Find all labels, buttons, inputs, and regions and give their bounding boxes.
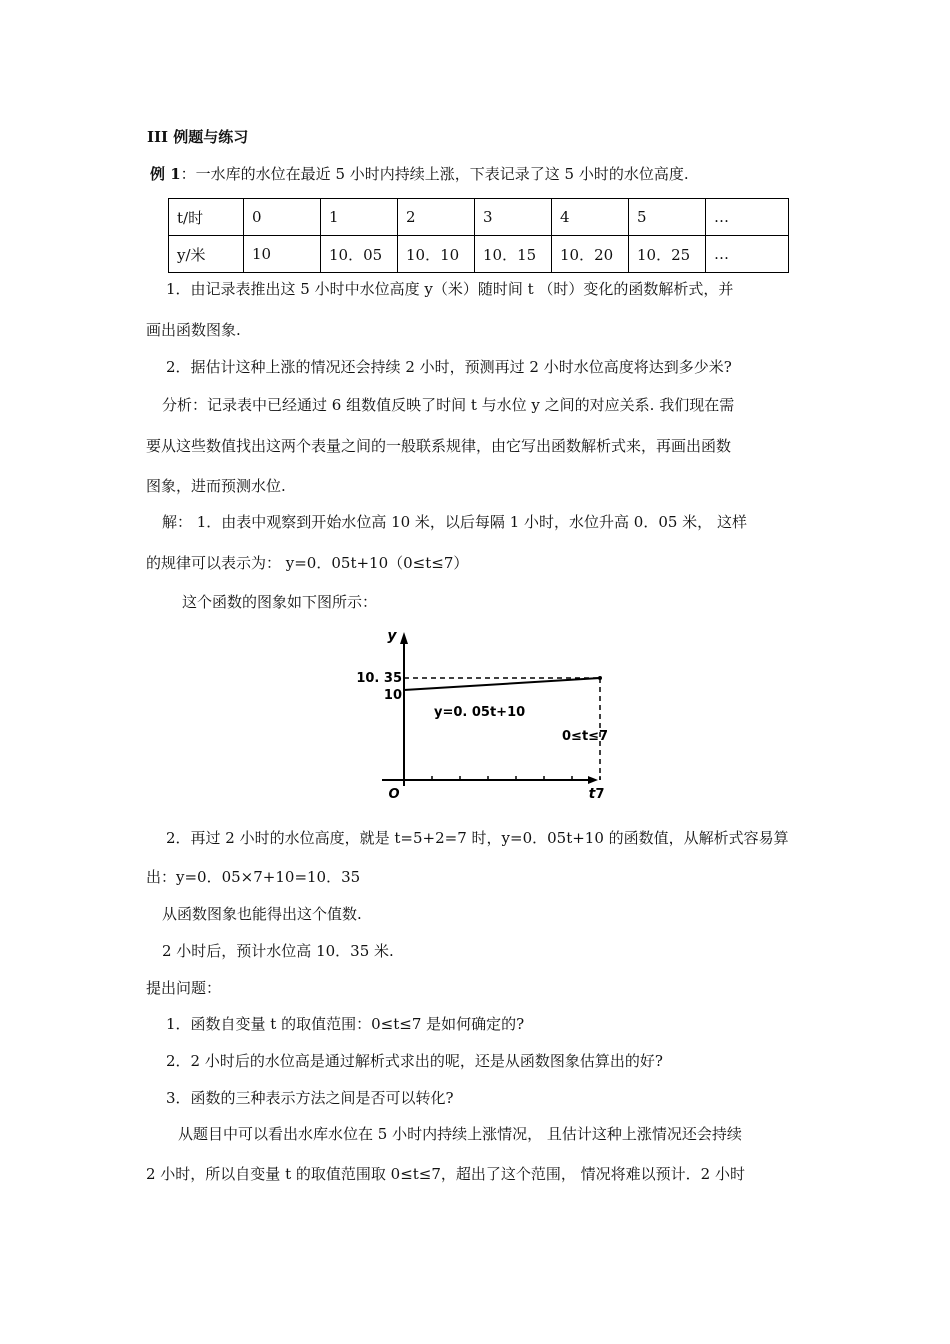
function-line — [404, 678, 600, 690]
table-cell: 10．25 — [629, 236, 706, 273]
domain-annotation: 0≤t≤7 — [562, 729, 609, 744]
closing-line-1: 从题目中可以看出水库水位在 5 小时内持续上涨情况， 且估计这种上涨情况还会持续 — [178, 1125, 742, 1143]
from-graph-text: 从函数图象也能得出这个值数. — [162, 905, 362, 923]
y-axis-label: y — [387, 628, 397, 644]
conclusion-text: 2 小时后，预计水位高 10．35 米. — [162, 942, 394, 960]
table-cell: 2 — [398, 199, 475, 236]
y-tick-label: 10 — [383, 688, 402, 703]
list-item: 2．2 小时后的水位高是通过解析式求出的呢，还是从函数图象估算出的好? — [166, 1052, 663, 1070]
origin-label: O — [388, 787, 400, 802]
x-axis-arrow — [588, 776, 598, 784]
x-tick-label: 7 — [595, 787, 605, 802]
x-axis-label: t — [588, 786, 596, 802]
table-cell: 3 — [475, 199, 552, 236]
table-cell: 4 — [552, 199, 629, 236]
question-2: 2．据估计这种上涨的情况还会持续 2 小时，预测再过 2 小时水位高度将达到多少米? — [166, 358, 732, 376]
solution-line-2: 的规律可以表示为： y=0．05t+10（0≤t≤7） — [146, 554, 469, 572]
closing-line-2: 2 小时，所以自变量 t 的取值范围取 0≤t≤7，超出了这个范围， 情况将难以预计．2 小时 — [146, 1165, 745, 1183]
table-cell: 10．10 — [398, 236, 475, 273]
analysis-line-2: 要从这些数值找出这两个表量之间的一般联系规律，由它写出函数解析式来，再画出函数 — [146, 437, 732, 455]
table-row — [169, 199, 789, 236]
table-cell: 10．20 — [552, 236, 629, 273]
q2-answer-line-2: 出：y=0．05×7+10=10．35 — [146, 868, 361, 886]
list-item: 3．函数的三种表示方法之间是否可以转化? — [166, 1089, 454, 1107]
water-level-table — [168, 198, 789, 273]
section-heading: III 例题与练习 — [147, 128, 249, 146]
function-graph — [352, 622, 612, 812]
table-cell: 0 — [244, 199, 321, 236]
analysis-line-3: 图象，进而预测水位. — [146, 477, 286, 495]
table-row — [169, 236, 789, 273]
table-cell: 5 — [629, 199, 706, 236]
question-1-line-2: 画出函数图象. — [146, 321, 241, 339]
table-cell: 10．15 — [475, 236, 552, 273]
list-item: 1．函数自变量 t 的取值范围：0≤t≤7 是如何确定的? — [166, 1015, 525, 1033]
example-text: ：一水库的水位在最近 5 小时内持续上涨，下表记录了这 5 小时的水位高度. — [180, 165, 689, 183]
analysis-line-1: 分析：记录表中已经通过 6 组数值反映了时间 t 与水位 y 之间的对应关系. 我们现在需 — [162, 396, 735, 414]
q2-answer-line-1: 2．再过 2 小时的水位高度，就是 t=5+2=7 时，y=0．05t+10 的函数值，从解析式容易算 — [166, 829, 789, 847]
table-cell: … — [706, 236, 789, 273]
table-cell: 10 — [244, 236, 321, 273]
table-cell: 10．05 — [321, 236, 398, 273]
graph-intro: 这个函数的图象如下图所示： — [182, 593, 378, 611]
table-cell: t/时 — [169, 199, 244, 236]
table-cell: y/米 — [169, 236, 244, 273]
y-axis-arrow — [400, 632, 408, 644]
solution-line-1: 解： 1．由表中观察到开始水位高 10 米，以后每隔 1 小时，水位升高 0．05 米， 这样 — [162, 513, 747, 531]
questions-heading: 提出问题： — [146, 979, 222, 997]
question-1-line-1: 1．由记录表推出这 5 小时中水位高度 y（米）随时间 t （时）变化的函数解析式，并 — [166, 280, 734, 298]
y-tick-label: 10. 35 — [356, 671, 402, 686]
example-label: 例 1 — [150, 165, 181, 183]
example-1-intro — [150, 164, 689, 184]
equation-annotation: y=0. 05t+10 — [434, 705, 526, 720]
table-cell: … — [706, 199, 789, 236]
table-cell: 1 — [321, 199, 398, 236]
